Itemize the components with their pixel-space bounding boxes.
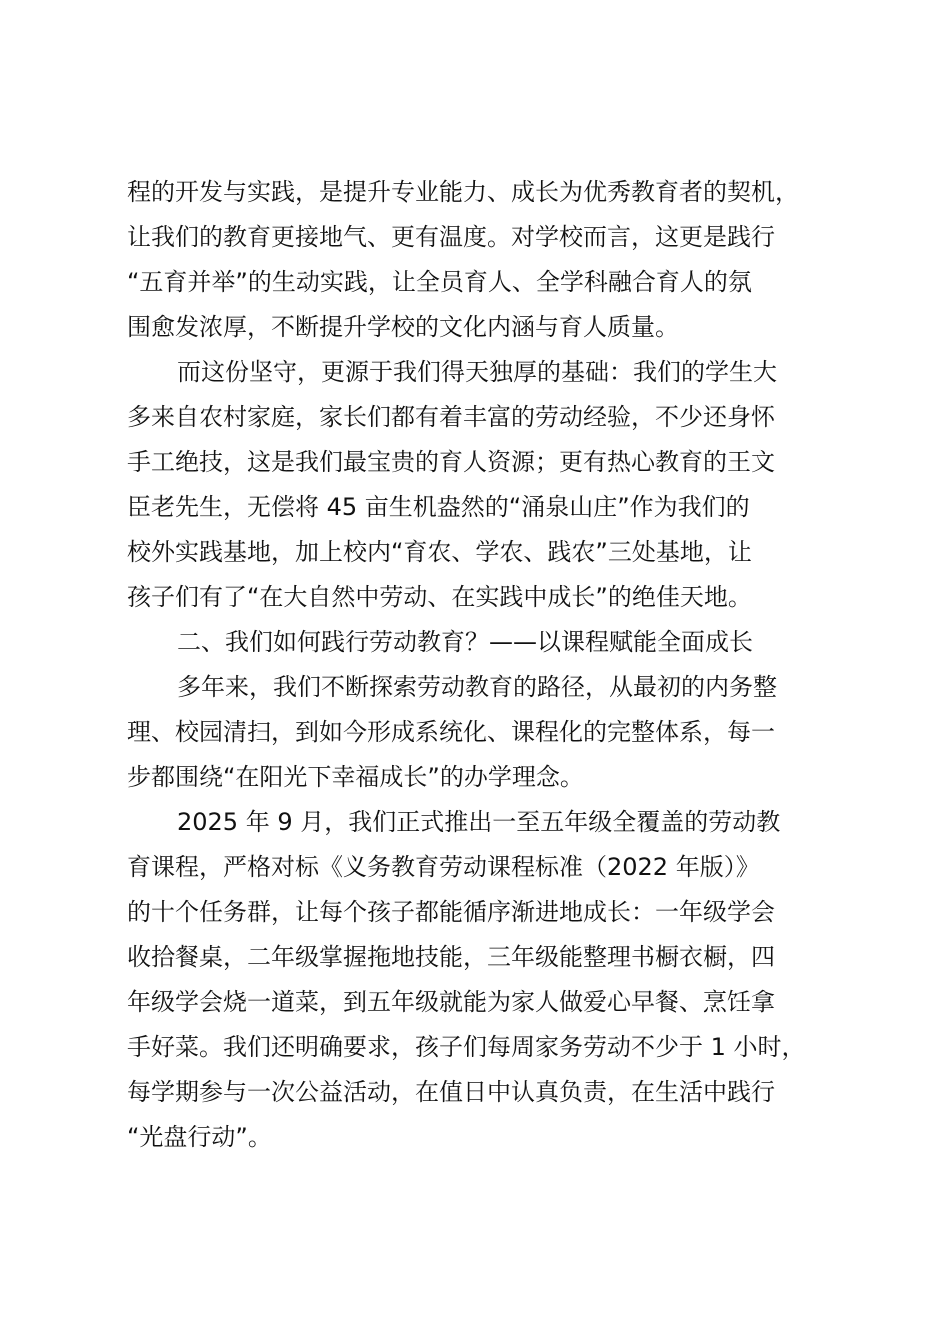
text-line: “光盘行动”。 [127, 1123, 272, 1151]
text-line: 校外实践基地，加上校内“育农、学农、践农”三处基地，让 [127, 538, 752, 566]
text-line: 步都围绕“在阳光下幸福成长”的办学理念。 [127, 763, 584, 791]
text-line: 手好菜。我们还明确要求，孩子们每周家务劳动不少于 1 小时， [127, 1033, 806, 1061]
document-body [127, 170, 827, 1160]
text-line: “五育并举”的生动实践，让全员育人、全学科融合育人的氛 [127, 268, 752, 296]
text-line: 多来自农村家庭，家长们都有着丰富的劳动经验，不少还身怀 [127, 403, 775, 431]
paragraph-first-line: 而这份坚守，更源于我们得天独厚的基础：我们的学生大 [177, 358, 777, 386]
text-line: 收拾餐桌，二年级掌握拖地技能，三年级能整理书橱衣橱，四 [127, 943, 775, 971]
text-line: 程的开发与实践，是提升专业能力、成长为优秀教育者的契机， [127, 178, 799, 206]
text-line: 的十个任务群，让每个孩子都能循序渐进地成长：一年级学会 [127, 898, 775, 926]
text-line: 臣老先生，无偿将 45 亩生机盎然的“涌泉山庄”作为我们的 [127, 493, 750, 521]
text-line: 让我们的教育更接地气、更有温度。对学校而言，这更是践行 [127, 223, 775, 251]
text-line: 理、校园清扫，到如今形成系统化、课程化的完整体系，每一 [127, 718, 775, 746]
text-line: 年级学会烧一道菜，到五年级就能为家人做爱心早餐、烹饪拿 [127, 988, 775, 1016]
text-line: 育课程，严格对标《义务教育劳动课程标准（2022 年版）》 [127, 853, 760, 881]
text-line: 围愈发浓厚，不断提升学校的文化内涵与育人质量。 [127, 313, 679, 341]
section-heading: 二、我们如何践行劳动教育？——以课程赋能全面成长 [177, 628, 753, 656]
text-line: 手工绝技，这是我们最宝贵的育人资源；更有热心教育的王文 [127, 448, 775, 476]
text-line: 每学期参与一次公益活动，在值日中认真负责，在生活中践行 [127, 1078, 775, 1106]
paragraph-first-line: 多年来，我们不断探索劳动教育的路径，从最初的内务整 [177, 673, 777, 701]
paragraph-first-line: 2025 年 9 月，我们正式推出一至五年级全覆盖的劳动教 [177, 808, 781, 836]
text-line: 孩子们有了“在大自然中劳动、在实践中成长”的绝佳天地。 [127, 583, 752, 611]
